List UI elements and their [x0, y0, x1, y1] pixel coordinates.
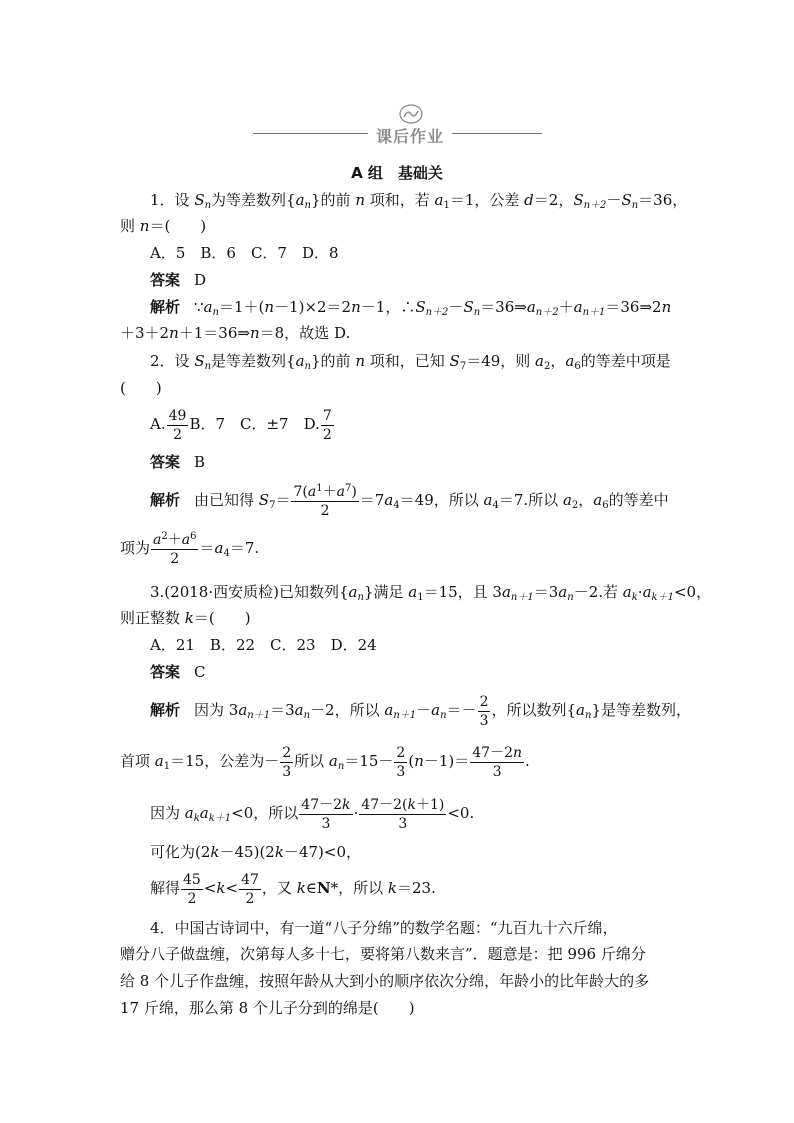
q4-line-4: 17 斤绵，那么第 8 个儿子分到的绵是( ): [120, 999, 415, 1017]
q1-answer: 答案 D: [150, 271, 207, 289]
q3-analysis-line-2: 首项 $a_1=15$，公差为－ $\frac{2}{3}$ 所以 $a_n=15-$ $\frac{2}{3}$ (n－1)＝ $\frac{47-2n}{3}$ .: [120, 744, 530, 780]
group-title: A 组 基础关: [351, 164, 443, 182]
q3-options: A．21 B．22 C．23 D．24: [150, 636, 377, 654]
q1-options: A．5 B．6 C．7 D．8: [150, 244, 339, 262]
answer-label: 答案: [150, 663, 181, 681]
q2-line-2: ( ): [120, 379, 162, 397]
header-rule-left: [253, 133, 368, 134]
analysis-label: 解析: [150, 701, 181, 719]
q2-line-1: 2．设 $S_n$是等差数列$\{a_n\}$的前 n 项和，已知 $S_7=49$，则 $a_2$，$a_6$的等差中项是: [150, 352, 671, 372]
q4-line-3: 给 8 个儿子作盘缠，按照年龄从大到小的顺序依次分绵，年龄小的比年龄大的多: [120, 972, 650, 990]
answer-label: 答案: [150, 271, 181, 289]
header-title: 课后作业: [375, 127, 444, 146]
answer-label: 答案: [150, 453, 181, 471]
q2-analysis-line-1: 解析 由已知得 $S_7=$ $\frac{7(a^1+a^7)}{2}$ $=7a_4=49$，所以 $a_4=7$.所以 $a_2$，$a_6$的等差中: [150, 482, 669, 519]
q1-analysis-line-1: 解析 $\because a_n=1+(n-1)\times 2=2n-1$，$\therefore S_{n+2}-S_n=36\Rightarrow a_{n+2}+a_{n+1}=36\Rightarrow 2n$: [150, 298, 672, 318]
header-logo-icon: [398, 103, 424, 125]
q3-analysis-line-4: 可化为(2k－45)(2k－47)<0，: [150, 843, 361, 861]
q2-analysis-line-2: 项为 $\frac{a^2+a^6}{2}$ $=a_4=7$.: [120, 530, 260, 567]
q2-answer: 答案 B: [150, 453, 206, 471]
q3-analysis-line-3: 因为 $a_ka_{k+1}<0$，所以 $\frac{47-2k}{3}$ · $\frac{47-2(k+1)}{3}$ <0.: [150, 796, 475, 832]
q4-line-2: 赠分八子做盘缠，次第每人多十七，要将第八数来言”．题意是：把 996 斤绵分: [120, 945, 646, 963]
q3-analysis-line-1: 解析 因为 $3a_{n+1}=3a_n-2$，所以 $a_{n+1}-a_n=-$ $\frac{2}{3}$ ，所以数列$\{a_n\}$是等差数列，: [150, 693, 691, 729]
analysis-label: 解析: [150, 491, 181, 509]
q3-line-1: 3.(2018·西安质检)已知数列$\{a_n\}$满足 $a_1=15$，且 $3a_{n+1}=3a_n-2$.若 $a_k\cdot a_{k+1}<0$，: [150, 583, 712, 603]
q3-answer: 答案 C: [150, 663, 206, 681]
q3-analysis-line-5: 解得 $\frac{45}{2}$ <k< $\frac{47}{2}$ ，又 k∈N*，所以 k＝23.: [150, 871, 436, 907]
q3-line-2: 则正整数 k＝( ): [120, 609, 251, 627]
q4-line-1: 4．中国古诗词中，有一道“八子分绵”的数学名题：“九百九十六斤绵，: [150, 919, 618, 937]
header-rule-right: [452, 133, 542, 134]
q1-analysis-line-2: ＋3＋2n＋1＝36⇒n＝8，故选 D.: [120, 324, 351, 342]
q1-line-2: 则 n＝( ): [120, 217, 207, 235]
q2-options: A. $\frac{49}{2}$ B．7 C．±7 D. $\frac{7}{2}$: [150, 407, 332, 443]
q1-line-1: 1．设 $S_n$为等差数列$\{a_n\}$的前 n 项和，若 $a_1=1$，公差 d＝2，$S_{n+2}-S_n=36$，: [150, 191, 688, 211]
analysis-label: 解析: [150, 298, 181, 316]
